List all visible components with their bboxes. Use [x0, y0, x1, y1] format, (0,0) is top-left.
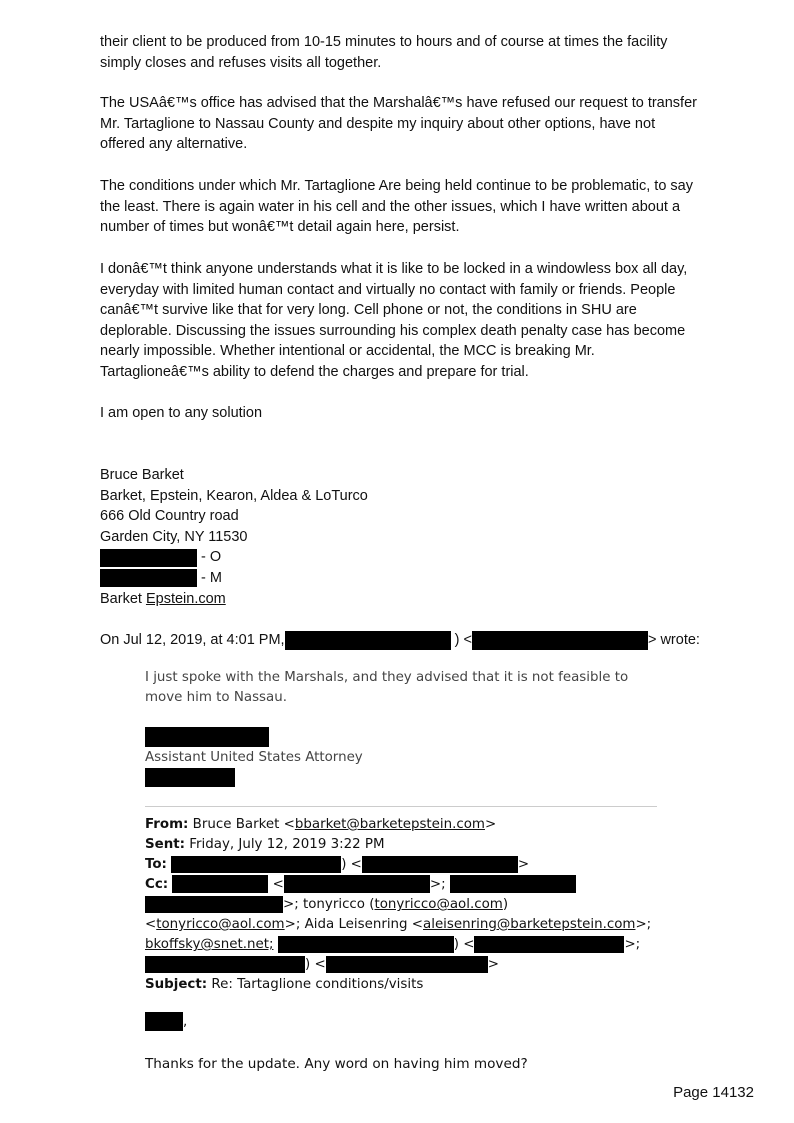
redaction-box — [145, 896, 283, 913]
signature-block — [100, 465, 700, 609]
text-line: I am open to any solution — [100, 405, 263, 421]
redaction-box — [145, 768, 235, 787]
redaction-box — [474, 936, 624, 953]
redaction-box — [326, 956, 488, 973]
email-header — [145, 815, 705, 995]
body-paragraph-1 — [100, 32, 700, 73]
mobile-suffix: - M — [201, 569, 222, 586]
cc-tonyricco-link[interactable]: tonyricco@aol.com — [374, 897, 503, 912]
cc-label: Cc: — [145, 877, 169, 892]
cc-lt: < — [272, 877, 284, 892]
redaction-box — [472, 631, 648, 650]
signature-office-phone — [100, 547, 700, 568]
greeting-comma: , — [183, 1014, 188, 1030]
redaction-box — [172, 875, 268, 893]
redaction-box — [285, 631, 451, 650]
quote-header-prefix: On Jul 12, 2019, at 4:01 PM, — [100, 632, 285, 648]
quote-header-suffix: > wrote: — [647, 632, 700, 648]
text-line: offered any alternative. — [100, 136, 248, 153]
reply-body — [145, 1054, 665, 1074]
text-line: the least. There is again water in his cell and the other issues, which I have written about a — [100, 198, 681, 215]
quoted-message — [145, 668, 665, 708]
text-line: Assistant United States Attorney — [145, 750, 363, 765]
body-paragraph-5 — [100, 403, 700, 424]
to-label: To: — [145, 857, 167, 872]
text-line: canâ€™t survive like that for very long. Cell phone or not, the conditions in SHU are — [100, 302, 637, 319]
from-end: > — [484, 817, 497, 832]
quote-header-line — [100, 630, 720, 651]
sent-line — [145, 835, 705, 855]
redacted-phone — [145, 768, 235, 787]
cc-line4-mid: ) < — [453, 937, 475, 952]
to-end: > — [517, 857, 530, 872]
redaction-box — [100, 569, 197, 587]
text-line: simply closes and refuses visits all together. — [100, 54, 382, 71]
signature-website — [100, 589, 700, 610]
redaction-box — [171, 856, 341, 873]
cc-line-4 — [145, 935, 705, 955]
to-line — [145, 855, 705, 875]
redaction-box — [450, 875, 576, 893]
text-line: nearly impossible. Whether intentional or accidental, the MCC is breaking Mr. — [100, 343, 595, 360]
to-mid: ) < — [341, 857, 362, 872]
cc-line-1 — [145, 875, 705, 895]
redaction-box — [145, 1012, 183, 1031]
subject-value: Re: Tartaglione conditions/visits — [211, 977, 424, 992]
body-paragraph-4 — [100, 259, 700, 383]
signature-firm: Barket, Epstein, Kearon, Aldea & LoTurco — [100, 487, 368, 504]
website-link[interactable]: Epstein.com — [145, 590, 226, 607]
text-line: Thanks for the update. Any word on having him moved? — [145, 1056, 528, 1072]
cc-line3-end: >; — [635, 917, 652, 932]
text-line: move him to Nassau. — [145, 690, 287, 705]
cc-line-5 — [145, 955, 705, 975]
website-prefix: Barket — [100, 590, 142, 607]
reply-greeting — [145, 1012, 665, 1033]
from-name: Bruce Barket < — [192, 817, 295, 832]
redaction-box — [145, 956, 305, 973]
redaction-box — [100, 549, 197, 567]
signature-address-2: Garden City, NY 11530 — [100, 528, 248, 545]
cc-line3-mid: >; Aida Leisenring < — [284, 917, 424, 932]
divider — [145, 806, 657, 807]
text-line: I donâ€™t think anyone understands what it is like to be locked in a windowless box all day, — [100, 261, 688, 277]
greeting-line — [145, 1012, 665, 1033]
body-paragraph-2 — [100, 93, 700, 155]
redaction-box — [362, 856, 518, 873]
cc-line3-lt: < — [145, 917, 157, 932]
redaction-box — [145, 727, 269, 747]
text-line: number of times but wonâ€™t detail again here, persist. — [100, 219, 460, 236]
from-line — [145, 815, 705, 835]
cc-line-2 — [145, 895, 705, 915]
sent-label: Sent: — [145, 837, 186, 852]
redaction-box — [278, 936, 454, 953]
page-number: Page 14132 — [673, 1084, 754, 1101]
from-label: From: — [145, 817, 189, 832]
cc-line5-mid: ) < — [305, 957, 326, 972]
cc-line-3 — [145, 915, 705, 935]
quote-header-mid: ) < — [454, 632, 472, 648]
body-paragraph-3 — [100, 176, 700, 238]
text-line: their client to be produced from 10-15 minutes to hours and of course at times the facility — [100, 34, 668, 50]
text-line: deplorable. Discussing the issues surrounding his complex death penalty case has become — [100, 322, 686, 339]
cc-tonyricco-link-2[interactable]: tonyricco@aol.com — [156, 917, 285, 932]
signature-address-1: 666 Old Country road — [100, 508, 239, 525]
cc-bkoffsky-link[interactable]: bkoffsky@snet.net; — [145, 937, 274, 952]
redaction-box — [284, 875, 430, 893]
cc-line5-end: > — [487, 957, 499, 972]
subject-line — [145, 975, 705, 995]
text-line: I just spoke with the Marshals, and they advised that it is not feasible to — [145, 670, 629, 685]
signature-name: Bruce Barket — [100, 467, 184, 483]
text-line: Tartaglioneâ€™s ability to defend the charges and prepare for trial. — [100, 363, 529, 380]
subject-label: Subject: — [145, 977, 208, 992]
quoted-signature-title — [145, 748, 665, 768]
text-line: The conditions under which Mr. Tartaglione Are being held continue to be problematic, to say — [100, 178, 693, 194]
office-suffix: - O — [201, 549, 222, 566]
text-line: everyday with limited human contact and virtually no contact with family or friends. People — [100, 281, 676, 298]
quote-header — [100, 630, 720, 651]
cc-line4-end: >; — [624, 937, 641, 952]
sent-value: Friday, July 12, 2019 3:22 PM — [189, 837, 385, 852]
text-line: Mr. Tartaglione to Nassau County and despite my inquiry about other options, have not — [100, 115, 656, 132]
cc-aleisenring-link[interactable]: aleisenring@barketepstein.com — [423, 917, 636, 932]
text-line: The USAâ€™s office has advised that the Marshalâ€™s have refused our request to transfer — [100, 95, 697, 111]
signature-mobile-phone — [100, 568, 700, 589]
redacted-name — [145, 727, 269, 747]
cc-line2-post: ) — [502, 897, 509, 912]
from-email-link[interactable]: bbarket@barketepstein.com — [294, 817, 485, 832]
cc-line2-pre: >; tonyricco ( — [283, 897, 375, 912]
cc-sep: >; — [429, 877, 446, 892]
